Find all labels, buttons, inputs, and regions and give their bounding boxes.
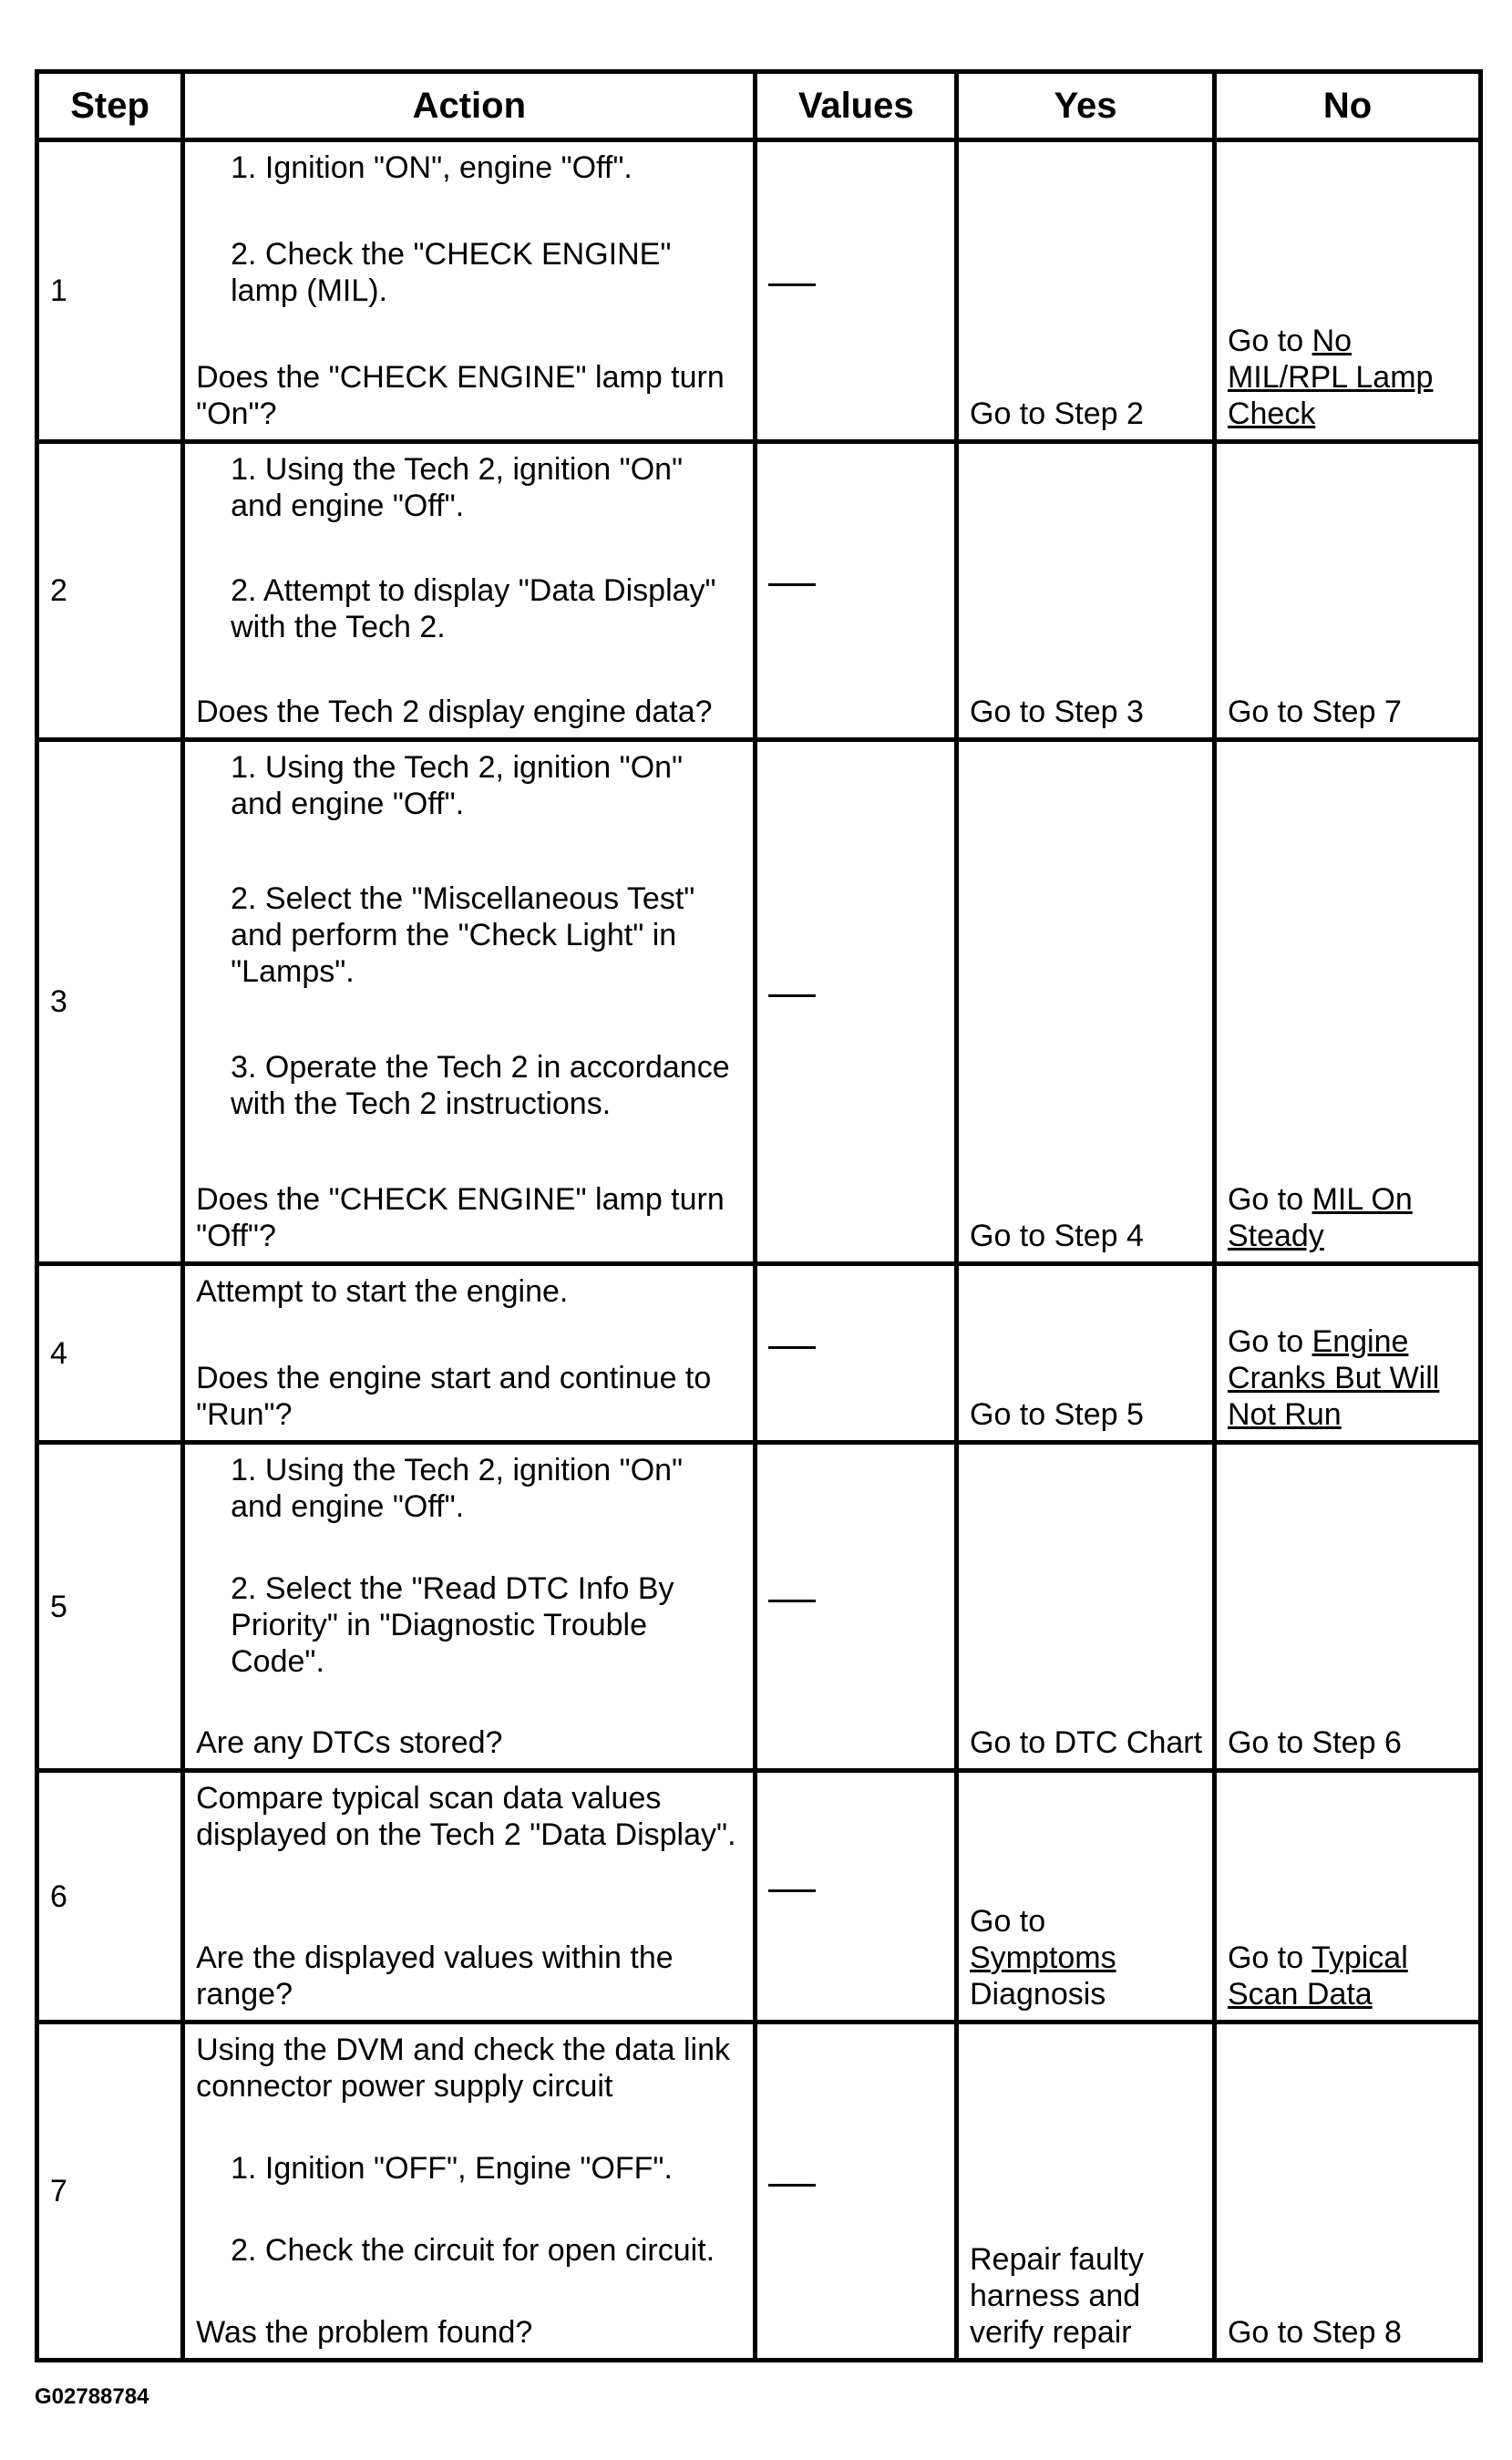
no-link[interactable]: Engine Cranks But Will Not Run xyxy=(1227,1324,1440,1433)
table-row xyxy=(37,1264,1481,1443)
no-cell xyxy=(1214,1771,1480,2022)
no-cell xyxy=(1214,1264,1480,1443)
no-cell xyxy=(1214,140,1480,442)
step-number: 6 xyxy=(37,1771,183,2022)
header-step: Step xyxy=(37,72,183,140)
values-cell xyxy=(756,2022,957,2360)
step-number: 7 xyxy=(37,2022,183,2360)
no-cell: Go to Step 6 xyxy=(1214,1443,1480,1771)
step-number: 2 xyxy=(37,442,183,739)
action-question: Was the problem found? xyxy=(196,2314,533,2350)
empty-value-dash xyxy=(768,1889,816,1892)
action-item: Compare typical scan data values displayed on the Tech 2 "Data Display". xyxy=(196,1781,736,1853)
no-cell xyxy=(1214,739,1480,1263)
no-prefix: Go to xyxy=(1227,324,1312,359)
yes-link[interactable]: Symptoms xyxy=(970,1940,1116,1975)
step-number: 5 xyxy=(37,1443,183,1771)
values-cell xyxy=(756,1443,957,1771)
values-cell xyxy=(756,442,957,739)
no-link[interactable]: No MIL/RPL Lamp Check xyxy=(1227,324,1434,432)
empty-value-dash xyxy=(768,1600,816,1602)
yes-cell: Go to Step 3 xyxy=(957,442,1215,739)
yes-cell: Go to Step 2 xyxy=(957,140,1215,442)
action-item: Using the DVM and check the data link connector power supply circuit xyxy=(196,2032,730,2104)
values-cell xyxy=(756,739,957,1263)
table-row xyxy=(37,1771,1481,2022)
action-item: 2. Check the circuit for open circuit. xyxy=(231,2232,715,2268)
empty-value-dash xyxy=(768,283,816,286)
values-cell xyxy=(756,1771,957,2022)
yes-cell: Repair faulty harness and verify repair xyxy=(957,2022,1215,2360)
yes-cell: Go to Step 4 xyxy=(957,739,1215,1263)
step-number: 3 xyxy=(37,739,183,1263)
yes-cell xyxy=(957,1771,1215,2022)
empty-value-dash xyxy=(768,994,816,997)
action-item: 1. Ignition "ON", engine "Off". xyxy=(231,150,633,185)
action-item: 1. Using the Tech 2, ignition "On" and engine "Off". xyxy=(231,1453,684,1525)
no-link[interactable]: MIL On Steady xyxy=(1227,1182,1413,1253)
header-row xyxy=(37,72,1481,140)
table-row xyxy=(37,739,1481,1263)
action-item: 2. Select the "Miscellaneous Test" and perform the "Check Light" in "Lamps". xyxy=(231,881,695,990)
values-cell xyxy=(756,140,957,442)
action-item: 3. Operate the Tech 2 in accordance with the Tech 2 instructions. xyxy=(231,1050,730,1122)
action-cell xyxy=(183,2022,756,2360)
no-prefix: Go to xyxy=(1227,1324,1312,1360)
yes-cell: Go to DTC Chart xyxy=(957,1443,1215,1771)
action-question: Does the engine start and continue to "Run"? xyxy=(196,1361,712,1433)
action-cell xyxy=(183,1443,756,1771)
no-prefix: Go to xyxy=(1227,1940,1311,1975)
action-item: 1. Using the Tech 2, ignition "On" and engine "Off". xyxy=(231,452,684,524)
action-cell xyxy=(183,140,756,442)
action-item: 1. Using the Tech 2, ignition "On" and engine "Off". xyxy=(231,749,684,821)
action-cell xyxy=(183,1771,756,2022)
header-action: Action xyxy=(183,72,756,140)
no-cell: Go to Step 8 xyxy=(1214,2022,1480,2360)
action-question: Does the Tech 2 display engine data? xyxy=(196,694,713,729)
action-cell xyxy=(183,442,756,739)
action-item: Attempt to start the engine. xyxy=(196,1274,569,1309)
no-prefix: Go to xyxy=(1227,1182,1312,1217)
action-question: Does the "CHECK ENGINE" lamp turn "On"? xyxy=(196,360,725,432)
figure-id: G02788784 xyxy=(35,2384,149,2409)
yes-suffix: Diagnosis xyxy=(970,1976,1106,2012)
yes-prefix: Go to xyxy=(970,1903,1046,1939)
empty-value-dash xyxy=(768,2184,816,2187)
table-row xyxy=(37,2022,1481,2360)
empty-value-dash xyxy=(768,1346,816,1349)
values-cell xyxy=(756,1264,957,1443)
action-item: 1. Ignition "OFF", Engine "OFF". xyxy=(231,2150,673,2186)
step-number: 1 xyxy=(37,140,183,442)
action-cell xyxy=(183,1264,756,1443)
action-cell xyxy=(183,739,756,1263)
action-question: Does the "CHECK ENGINE" lamp turn "Off"? xyxy=(196,1181,725,1253)
action-item: 2. Check the "CHECK ENGINE" lamp (MIL). xyxy=(231,237,672,309)
yes-cell: Go to Step 5 xyxy=(957,1264,1215,1443)
header-no: No xyxy=(1214,72,1480,140)
action-question: Are the displayed values within the range? xyxy=(196,1940,674,2012)
no-link[interactable]: Typical Scan Data xyxy=(1227,1940,1408,2012)
header-values: Values xyxy=(756,72,957,140)
action-question: Are any DTCs stored? xyxy=(196,1725,503,1761)
table-row xyxy=(37,140,1481,442)
table-row xyxy=(37,1443,1481,1771)
action-item: 2. Select the "Read DTC Info By Priority" in "Diagnostic Trouble Code". xyxy=(231,1570,674,1679)
table-row xyxy=(37,442,1481,739)
diagnostic-table xyxy=(35,69,1483,2362)
no-cell: Go to Step 7 xyxy=(1214,442,1480,739)
header-yes: Yes xyxy=(957,72,1215,140)
empty-value-dash xyxy=(768,583,816,586)
action-item: 2. Attempt to display "Data Display" with the Tech 2. xyxy=(231,572,716,644)
step-number: 4 xyxy=(37,1264,183,1443)
